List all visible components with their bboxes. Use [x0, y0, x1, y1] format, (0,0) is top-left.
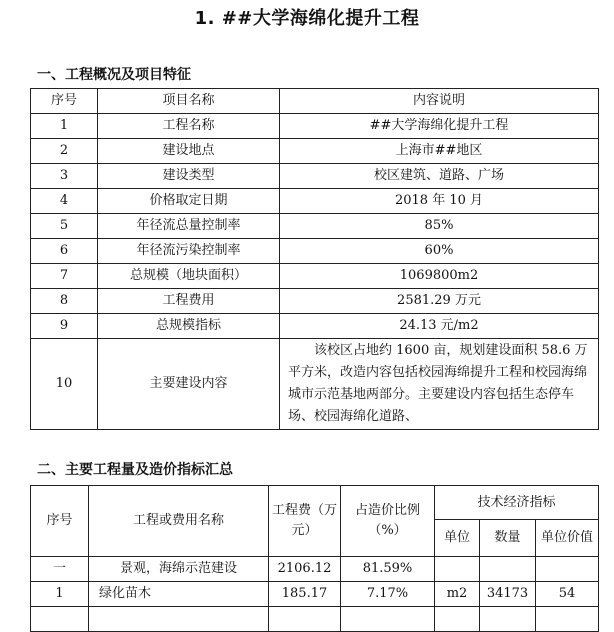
header-item-name: 项目名称: [98, 89, 280, 114]
header-ratio: 占造价比例（%）: [341, 486, 435, 557]
row-value: 2581.29 万元: [280, 289, 599, 314]
header-qty: 数量: [480, 520, 536, 557]
header-tech-econ: 技术经济指标: [435, 486, 599, 520]
row-name: 工程费用: [98, 289, 280, 314]
cost-index-summary-table: [30, 485, 599, 632]
row-qty: [480, 557, 536, 582]
table-row: [31, 582, 599, 607]
header-unit: 单位: [435, 520, 480, 557]
row-name: 工程名称: [98, 114, 280, 139]
row-unit-price: [536, 557, 599, 582]
row-no: 6: [31, 239, 98, 264]
header-description: 内容说明: [280, 89, 599, 114]
row-value: ##大学海绵化提升工程: [280, 114, 599, 139]
row-value: 24.13 元/m2: [280, 314, 599, 339]
table-header-row: [31, 486, 599, 520]
row-unit: [435, 557, 480, 582]
row-value: 校区建筑、道路、广场: [280, 164, 599, 189]
table-row: [31, 114, 599, 139]
row-no: 4: [31, 189, 98, 214]
table-row: [31, 189, 599, 214]
row-name: 建设类型: [98, 164, 280, 189]
section-heading-quantities: 二、主要工程量及造价指标汇总: [37, 462, 233, 478]
table-row: [31, 314, 599, 339]
table-row: [31, 239, 599, 264]
row-no: 5: [31, 214, 98, 239]
row-name: 价格取定日期: [98, 189, 280, 214]
row-qty: 34173: [480, 582, 536, 607]
row-value: 上海市##地区: [280, 139, 599, 164]
row-no: 9: [31, 314, 98, 339]
row-value: [280, 339, 599, 430]
document-title: 1. ##大学海绵化提升工程: [194, 8, 420, 29]
table-row: [31, 289, 599, 314]
row-name: 建设地点: [98, 139, 280, 164]
row-name: 年径流总量控制率: [98, 214, 280, 239]
row-name: 总规模指标: [98, 314, 280, 339]
row-value: 1069800m2: [280, 264, 599, 289]
project-overview-table: [30, 88, 599, 430]
table-row: [31, 557, 599, 582]
row-name: 总规模（地块面积）: [98, 264, 280, 289]
row-value: 60%: [280, 239, 599, 264]
header-cost: 工程费（万元）: [269, 486, 341, 557]
row-name: 年径流污染控制率: [98, 239, 280, 264]
table-row: [31, 264, 599, 289]
table-row: [31, 214, 599, 239]
table-row: [31, 339, 599, 430]
table-header-row: [31, 89, 599, 114]
table-row: [31, 607, 599, 632]
row-name: 景观，海绵示范建设: [89, 557, 269, 582]
section-heading-overview: 一、工程概况及项目特征: [37, 67, 191, 83]
row-cost: 185.17: [269, 582, 341, 607]
row-name: 主要建设内容: [98, 339, 280, 430]
row-unit: m2: [435, 582, 480, 607]
row-no: 2: [31, 139, 98, 164]
row-no: 1: [31, 114, 98, 139]
table-row: [31, 164, 599, 189]
row-name: 绿化苗木: [89, 582, 269, 607]
row-no: 10: [31, 339, 98, 430]
row-no: 7: [31, 264, 98, 289]
row-ratio: 81.59%: [341, 557, 435, 582]
row-unit-price: 54: [536, 582, 599, 607]
row-cost: 2106.12: [269, 557, 341, 582]
row-value: 85%: [280, 214, 599, 239]
row-no: 3: [31, 164, 98, 189]
row-no: 1: [31, 582, 89, 607]
row-ratio: 7.17%: [341, 582, 435, 607]
header-no: 序号: [31, 486, 89, 557]
header-no: 序号: [31, 89, 98, 114]
row-no: 8: [31, 289, 98, 314]
row-no: 一: [31, 557, 89, 582]
main-construction-content-text: 该校区占地约 1600 亩，规划建设面积 58.6 万平方米，改造内容包括校园海绵提升工程和校园海绵城市示范基地两部分。主要建设内容包括生态停车场、校园海绵化道路、: [288, 343, 588, 424]
header-name: 工程或费用名称: [89, 486, 269, 557]
row-value: 2018 年 10 月: [280, 189, 599, 214]
table-row: [31, 139, 599, 164]
header-unit-price: 单位价值: [536, 520, 599, 557]
